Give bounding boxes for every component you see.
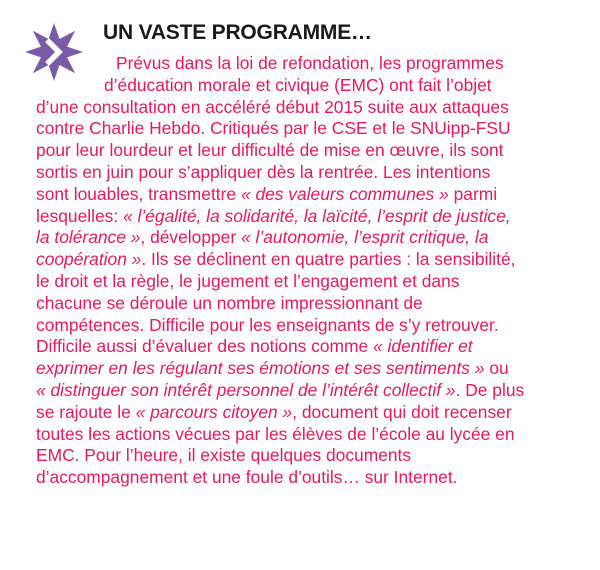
text-run: . Ils se déclinent en quatre parties : la sensibilité, <box>141 249 516 270</box>
text-line <box>36 271 584 293</box>
quoted-text: « l’autonomie, l’esprit critique, la <box>240 227 489 248</box>
quoted-text: la tolérance » <box>36 227 141 248</box>
text-line <box>36 336 584 358</box>
text-run: Prévus dans la loi de refondation, les programmes <box>116 53 504 73</box>
text-line <box>36 206 584 228</box>
text-run: ou <box>484 358 509 379</box>
text-line <box>36 53 584 75</box>
text-line <box>36 380 584 402</box>
text-run: compétences. Difficile pour les enseignants de s’y retrouver. <box>36 314 499 335</box>
text-line <box>36 293 584 315</box>
text-run: contre Charlie Hebdo. Critiqués par le CSE et le SNUipp-FSU <box>36 118 511 139</box>
text-line <box>36 315 584 337</box>
text-run: chacune se déroule un nombre impressionnant de <box>36 292 423 313</box>
text-run: . De plus <box>455 379 525 400</box>
text-line <box>36 227 584 249</box>
quoted-text: coopération » <box>36 249 142 270</box>
quoted-text: « l’égalité, la solidarité, la laïcité, l’esprit de justice, <box>123 205 511 226</box>
text-line <box>36 140 584 162</box>
text-run: lesquelles: <box>36 205 124 226</box>
text-run: parmi <box>448 183 498 204</box>
text-run: pour leur lourdeur et leur difficulté de mise en œuvre, ils sont <box>36 140 504 161</box>
text-line <box>36 358 584 380</box>
text-line <box>36 445 584 467</box>
text-run: EMC. Pour l’heure, il existe quelques documents <box>36 445 412 466</box>
text-line <box>36 249 584 271</box>
text-line <box>36 75 584 97</box>
quoted-text: « des valeurs communes » <box>240 183 449 204</box>
text-run: sont louables, transmettre <box>36 183 241 204</box>
text-run: toutes les actions vécues par les élèves de l’école au lycée en <box>36 423 515 444</box>
text-run: le droit et la règle, le jugement et l’engagement et dans <box>36 270 460 291</box>
text-line <box>36 184 584 206</box>
text-run: sortis en juin pour s’appliquer dès la rentrée. Les intentions <box>36 161 491 182</box>
text-line <box>36 118 584 140</box>
text-line <box>36 424 584 446</box>
text-run: se rajoute le <box>36 401 136 422</box>
quoted-text: « distinguer son intérêt personnel de l’intérêt collectif » <box>36 379 456 400</box>
text-line <box>36 402 584 424</box>
text-line <box>36 467 584 489</box>
text-line <box>36 162 584 184</box>
text-run: d’une consultation en accéléré début 2015 suite aux attaques <box>36 96 509 117</box>
text-line <box>36 97 584 119</box>
section-title: UN VASTE PROGRAMME… <box>103 21 372 44</box>
quoted-text: exprimer en les régulant ses émotions et ses sentiments » <box>36 358 485 379</box>
quoted-text: « identifier et <box>373 336 473 357</box>
body-paragraph <box>36 53 584 489</box>
text-run: , développer <box>140 227 241 248</box>
quoted-text: « parcours citoyen » <box>135 401 293 422</box>
text-run: Difficile aussi d’évaluer des notions comme <box>36 336 374 357</box>
text-run: d’éducation morale et civique (EMC) ont fait l’objet <box>104 74 492 95</box>
text-run: d’accompagnement et une foule d’outils… sur Internet. <box>36 467 458 488</box>
text-run: , document qui doit recenser <box>292 401 512 422</box>
